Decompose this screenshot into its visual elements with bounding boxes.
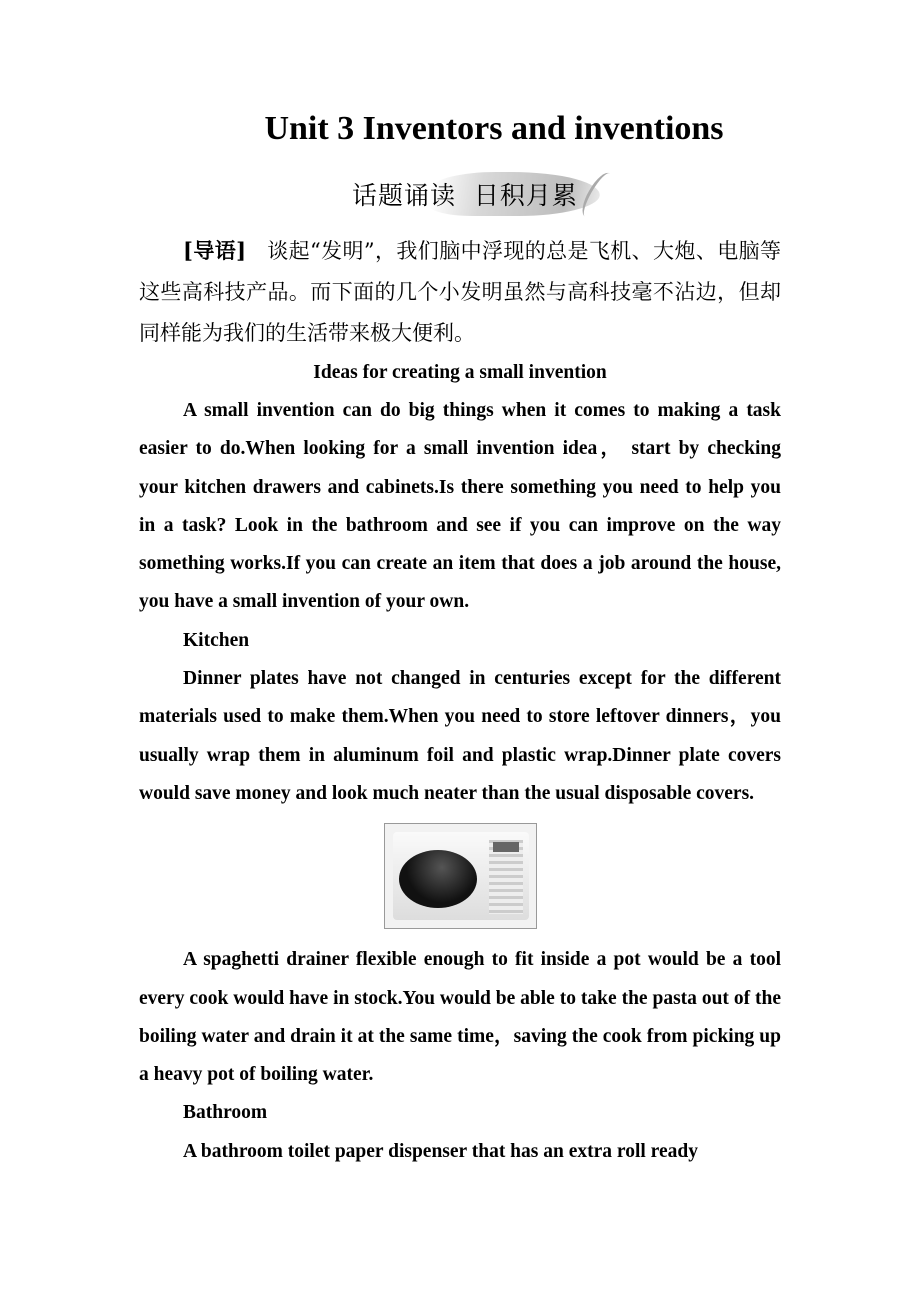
page-title: Unit 3 Inventors and inventions	[264, 110, 724, 147]
microwave-image	[384, 823, 537, 929]
document-body	[139, 230, 781, 1171]
article-subtitle: Ideas for creating a small invention	[313, 362, 607, 383]
intro-text: 谈起“发明”，我们脑中浮现的总是飞机、大炮、电脑等这些高科技产品。而下面的几个小发明虽然与高科技毫不沾边，但却同样能为我们的生活带来极大便利。	[139, 239, 781, 345]
paragraph: A spaghetti drainer flexible enough to fit inside a pot would be a tool every cook would have in stock.You would be able to take the pasta out of the boiling water and drain it at the same time，saving the cook from picking up a heavy pot of boiling water.	[139, 949, 781, 1086]
intro-tag: [导语]	[183, 238, 247, 263]
section-heading-bathroom: Bathroom	[183, 1102, 268, 1124]
paragraph: A small invention can do big things when it comes to making a task easier to do.When looking for a small invention idea， start by checking your kitchen drawers and cabinets.Is there something you need to help you in a task? Look in the bathroom and see if you can improve on the way something works.If you can create an item that does a job around the house, you have a small invention of your own.	[139, 400, 781, 613]
banner-text: 话题诵读 日积月累	[352, 181, 578, 210]
paragraph: A bathroom toilet paper dispenser that has an extra roll ready	[183, 1140, 698, 1162]
intro-paragraph	[139, 230, 781, 354]
section-banner	[340, 166, 620, 224]
section-heading-kitchen: Kitchen	[183, 629, 250, 651]
paragraph: Dinner plates have not changed in centuries except for the different materials used to make them.When you need to store leftover dinners，you usually wrap them in aluminum foil and plastic wrap.Dinner plate covers would save money and look much neater than the usual disposable covers.	[139, 668, 781, 804]
